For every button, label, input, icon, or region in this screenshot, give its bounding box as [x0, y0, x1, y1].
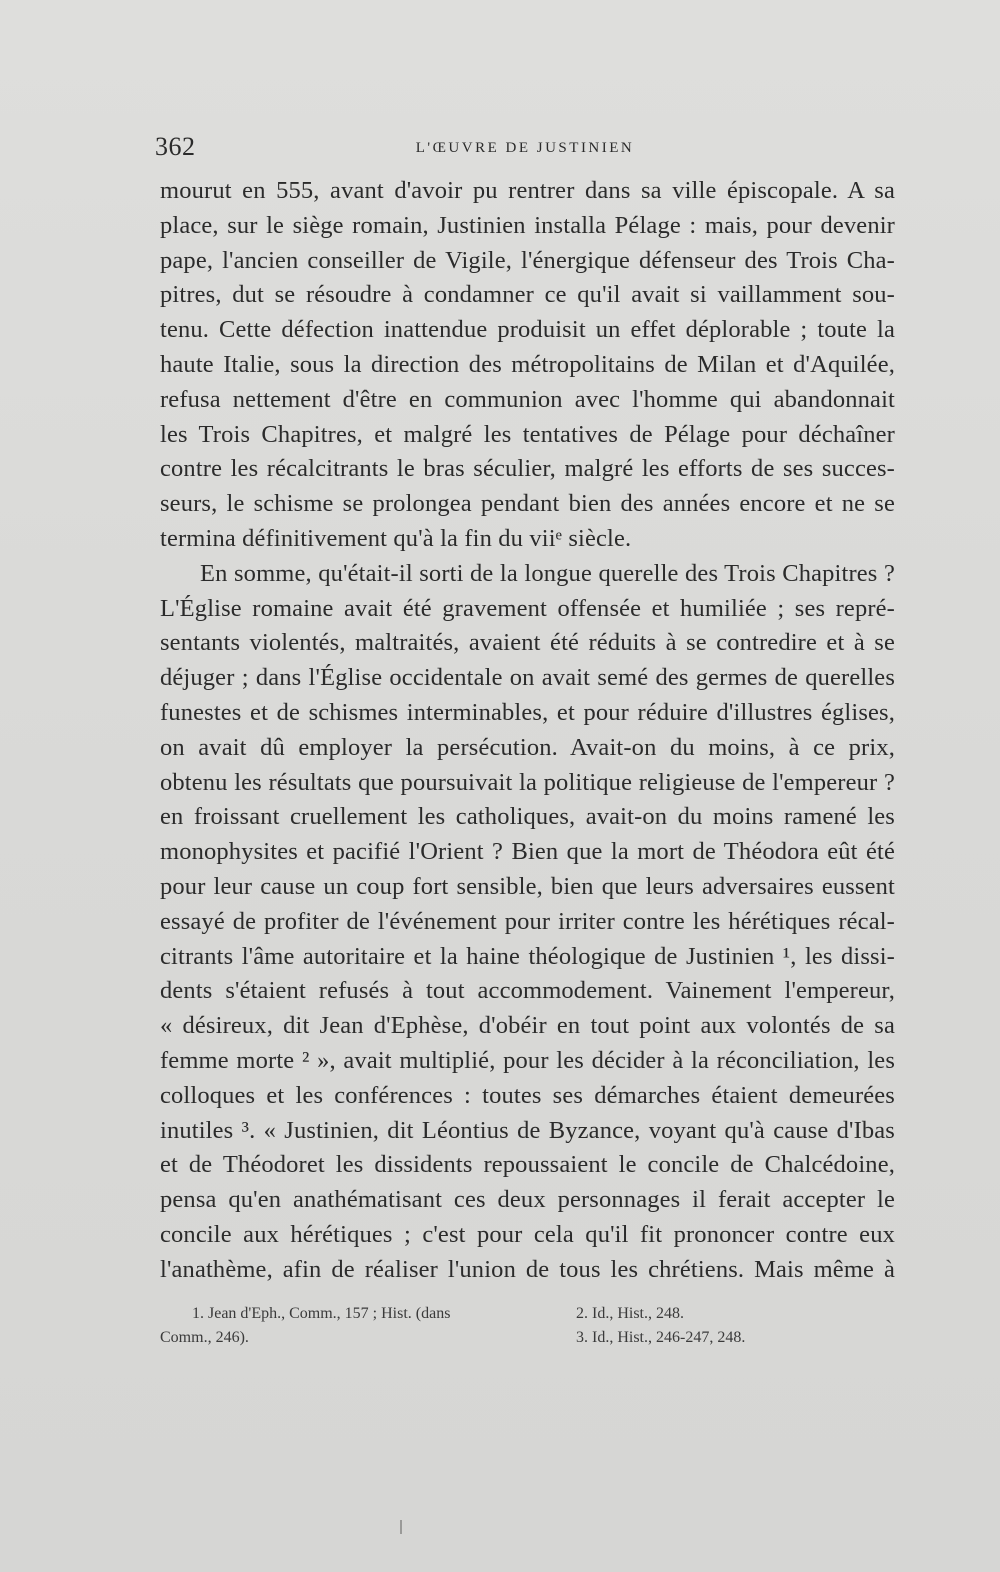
text-line: pape, l'ancien conseiller de Vigile, l'énergique défenseur des Trois Cha-	[160, 246, 895, 274]
text-line: tenu. Cette défection inattendue produisit un effet déplorable ; toute la	[160, 316, 895, 344]
text-line: funestes et de schismes interminables, et pour réduire d'illustres églises,	[160, 698, 895, 726]
footnotes-right-column	[576, 1302, 836, 1350]
text-line: contre les récalcitrants le bras séculier, malgré les efforts de ses succes-	[160, 455, 895, 483]
text-line: seurs, le schisme se prolongea pendant bien des années encore et ne se	[160, 490, 895, 518]
page-header	[155, 128, 895, 168]
print-mark	[400, 1520, 402, 1534]
text-line: pour leur cause un coup fort sensible, bien que leurs adversaires eussent	[160, 872, 895, 900]
text-line: monophysites et pacifié l'Orient ? Bien que la mort de Théodora eût été	[160, 838, 895, 866]
text-line: « désireux, dit Jean d'Ephèse, d'obéir en tout point aux volontés de sa	[160, 1012, 895, 1040]
footnote-2: 2. Id., Hist., 248.	[576, 1305, 684, 1322]
text-line: on avait dû employer la persécution. Avait-on du moins, à ce prix,	[160, 733, 895, 761]
text-line: colloques et les conférences : toutes ses démarches étaient demeurées	[160, 1081, 895, 1109]
text-line: et de Théodoret les dissidents repoussaient le concile de Chalcédoine,	[160, 1151, 895, 1179]
text-line: obtenu les résultats que poursuivait la politique religieuse de l'empereur ?	[160, 768, 895, 796]
text-line: inutiles ³. « Justinien, dit Léontius de Byzance, voyant qu'à cause d'Ibas	[160, 1116, 895, 1144]
text-line: les Trois Chapitres, et malgré les tentatives de Pélage pour déchaîner	[160, 420, 895, 448]
text-line: essayé de profiter de l'événement pour irriter contre les hérétiques récal-	[160, 907, 895, 935]
text-line: concile aux hérétiques ; c'est pour cela qu'il fit prononcer contre eux	[160, 1220, 895, 1248]
footnotes-left-column	[160, 1302, 560, 1350]
footnote-3: 3. Id., Hist., 246-247, 248.	[576, 1329, 746, 1346]
running-title: L'ŒUVRE DE JUSTINIEN	[415, 140, 635, 156]
page-number: 362	[155, 132, 196, 161]
text-line: l'anathème, afin de réaliser l'union de tous les chrétiens. Mais même à	[160, 1255, 895, 1283]
text-line: citrants l'âme autoritaire et la haine théologique de Justinien ¹, les dissi-	[160, 942, 895, 970]
text-line: dents s'étaient refusés à tout accommodement. Vainement l'empereur,	[160, 977, 895, 1005]
text-line: pitres, dut se résoudre à condamner ce qu'il avait si vaillamment sou-	[160, 281, 895, 309]
text-line: sentants violentés, maltraités, avaient été réduits à se contredire et à se	[160, 629, 895, 657]
text-line: termina définitivement qu'à la fin du viiᵉ siècle.	[160, 524, 632, 552]
footnote-1-continued: Comm., 246).	[160, 1329, 249, 1346]
text-line: pensa qu'en anathématisant ces deux personnages il ferait accepter le	[160, 1186, 895, 1214]
paragraph-start-line: En somme, qu'était-il sorti de la longue querelle des Trois Chapitres ?	[200, 559, 895, 587]
text-line: haute Italie, sous la direction des métropolitains de Milan et d'Aquilée,	[160, 350, 895, 378]
text-line: refusa nettement d'être en communion avec l'homme qui abandonnait	[160, 385, 895, 413]
footnote-1: 1. Jean d'Eph., Comm., 157 ; Hist. (dans	[192, 1305, 451, 1322]
text-line: place, sur le siège romain, Justinien installa Pélage : mais, pour devenir	[160, 211, 895, 239]
text-line: en froissant cruellement les catholiques, avait-on du moins ramené les	[160, 803, 895, 831]
body-text	[160, 174, 895, 1288]
text-line: mourut en 555, avant d'avoir pu rentrer dans sa ville épiscopale. A sa	[160, 177, 895, 204]
text-line: déjuger ; dans l'Église occidentale on avait semé des germes de querelles	[160, 664, 895, 692]
text-line: L'Église romaine avait été gravement offensée et humiliée ; ses repré-	[160, 594, 895, 622]
text-line: femme morte ² », avait multiplié, pour les décider à la réconciliation, les	[160, 1046, 895, 1074]
